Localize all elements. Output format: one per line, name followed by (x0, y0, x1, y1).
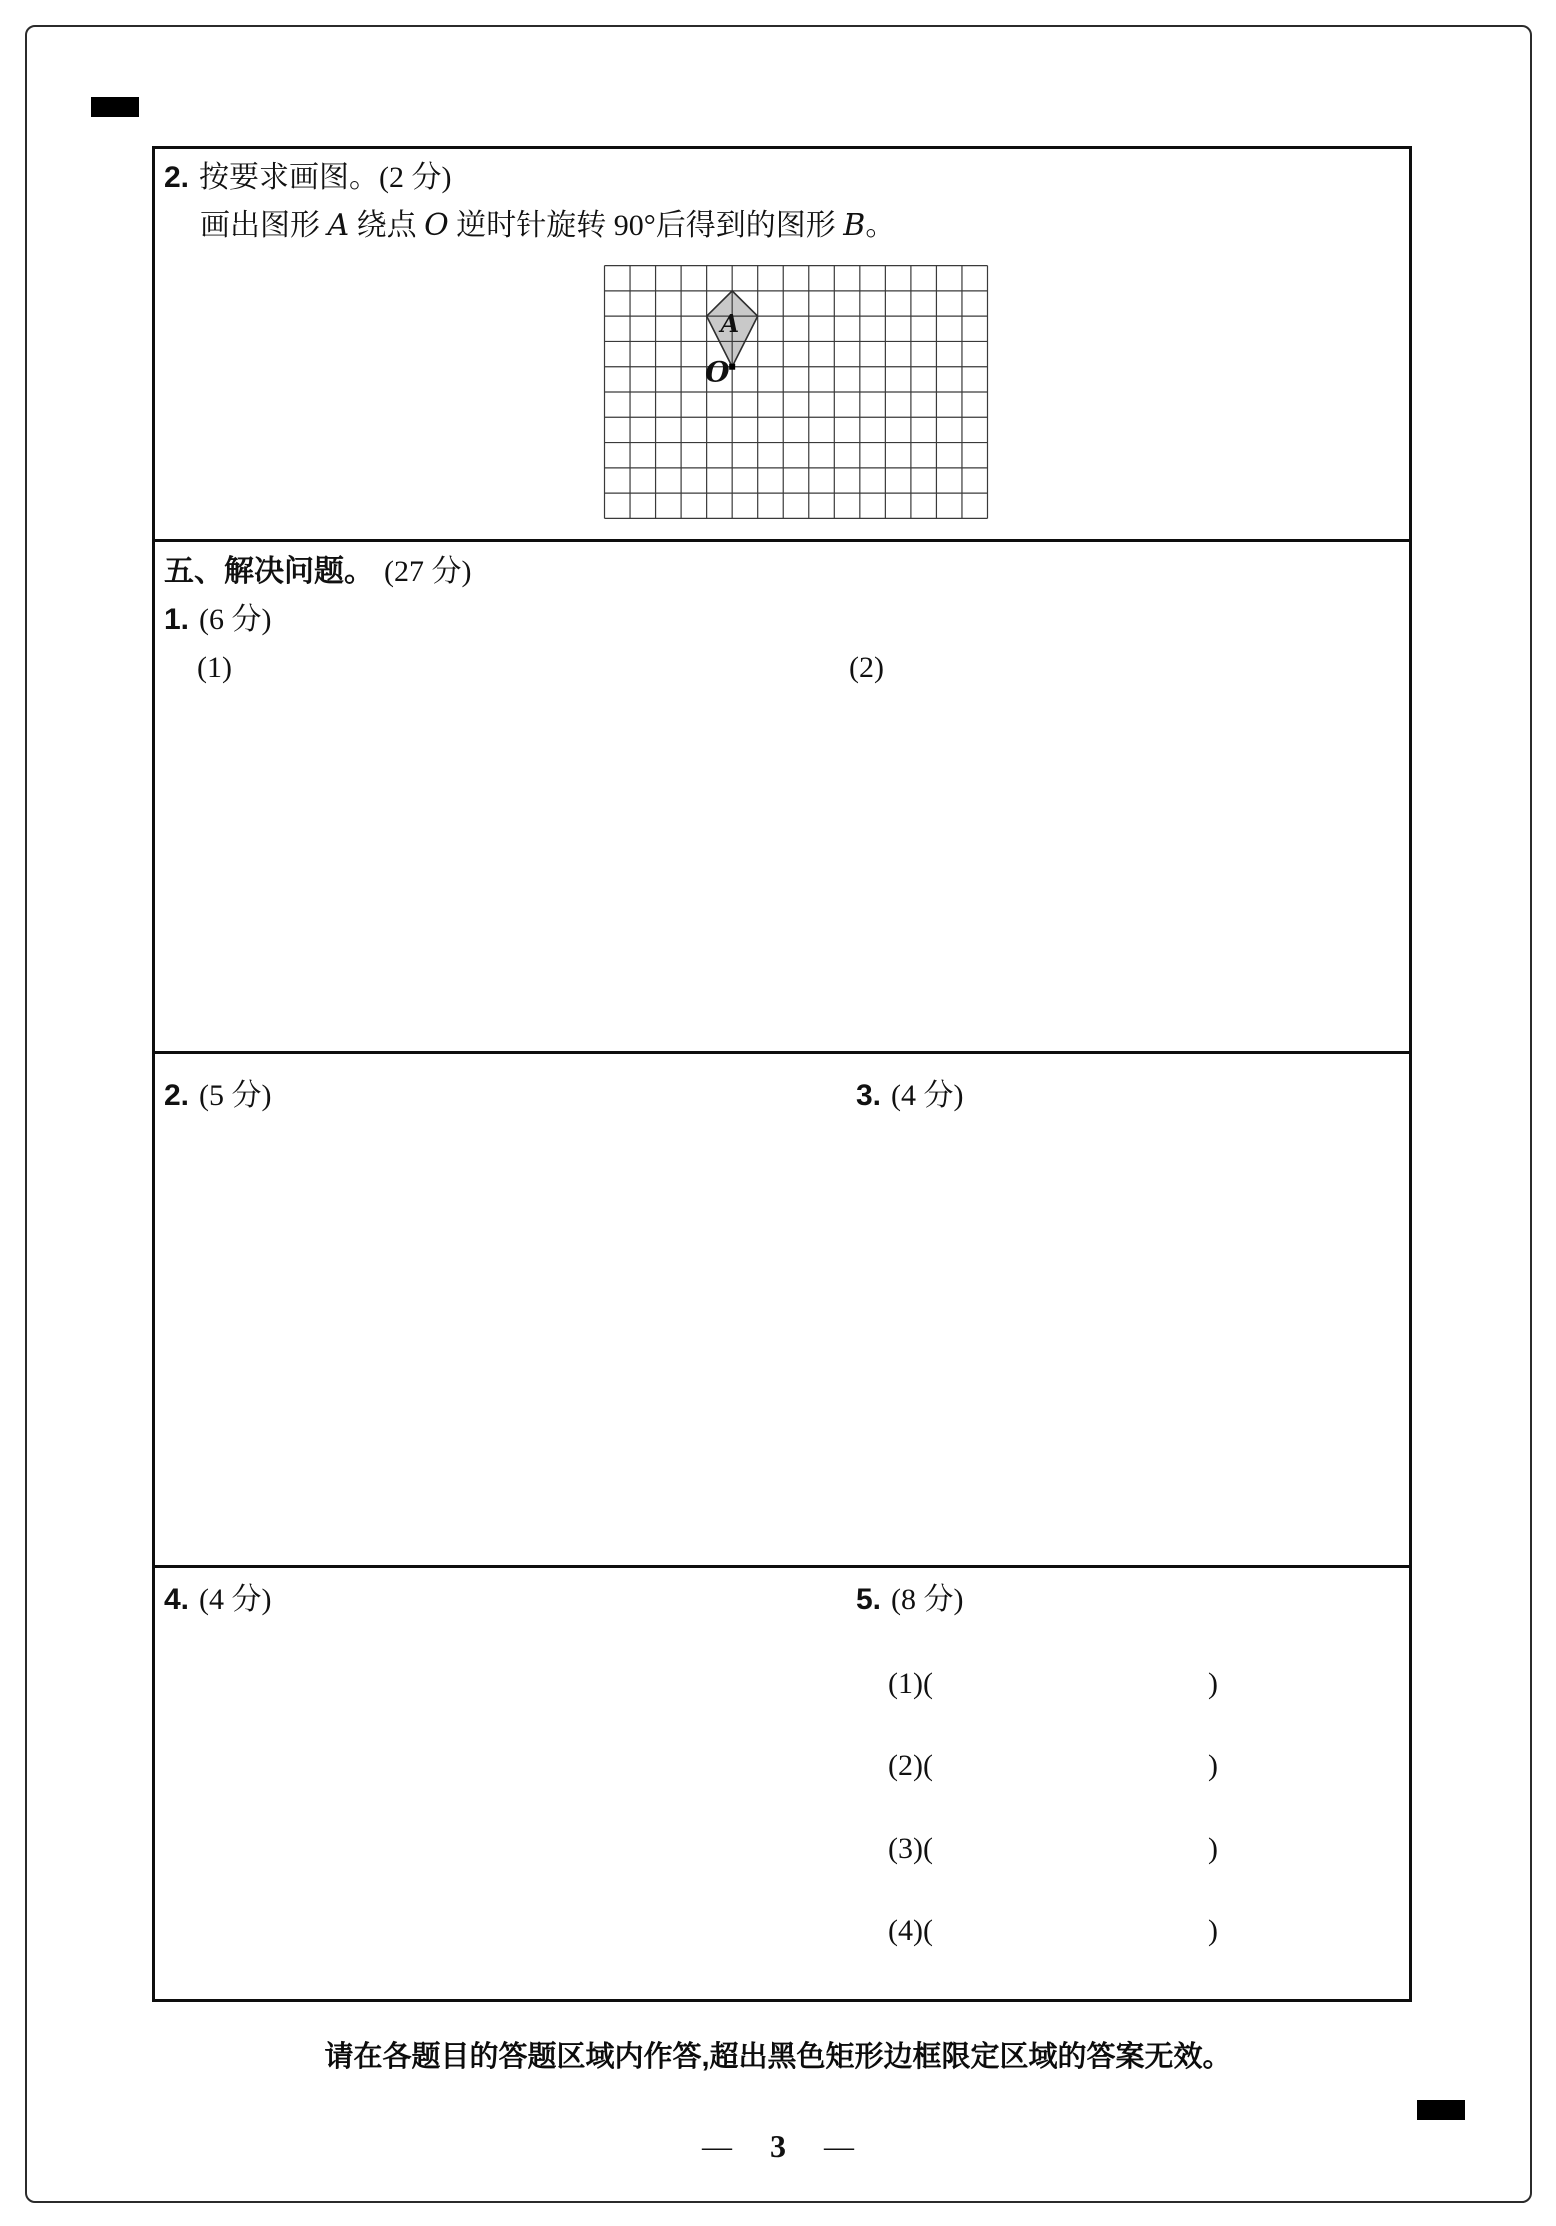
question1-sub1-answer-area[interactable] (155, 700, 845, 1040)
figure-b-label: B (843, 208, 866, 243)
answer-open-paren: (4)( (888, 1914, 933, 1947)
grid-label-o: O (705, 355, 730, 389)
question3-score: (4 分) (891, 1079, 964, 1112)
question2-number: 2. (164, 1079, 190, 1112)
question2-answer-area[interactable] (155, 1130, 845, 1560)
point-o-label: O (424, 208, 449, 243)
question3-header (856, 1078, 964, 1114)
footer-warning-note: 请在各题目的答题区域内作答,超出黑色矩形边框限定区域的答案无效。 (324, 2041, 1232, 2073)
question4-score: (4 分) (199, 1583, 272, 1616)
draw-question-header (164, 160, 452, 196)
question5-answer-row-4[interactable] (888, 1913, 1218, 1949)
answer-open-paren: (1)( (888, 1667, 933, 1700)
figure-a-label: A (327, 208, 350, 243)
grid-label-a: A (720, 308, 740, 338)
question1-number: 1. (164, 603, 190, 636)
draw-question-instruction (200, 208, 895, 244)
question1-sub1-label: (1) (197, 651, 232, 684)
question1-sub2-answer-area[interactable] (845, 700, 1405, 1040)
section-divider-3 (152, 1565, 1409, 1568)
instruction-text: 。 (865, 209, 896, 242)
answer-close-paren: ) (1208, 1667, 1218, 1700)
instruction-text: 画出图形 (200, 209, 328, 242)
draw-question-title: 按要求画图。(2 分) (199, 161, 452, 194)
question4-header (164, 1582, 272, 1618)
draw-question-number: 2. (164, 161, 190, 194)
question2-score: (5 分) (199, 1079, 272, 1112)
section-divider-1 (152, 539, 1409, 542)
question1-score: (6 分) (199, 603, 272, 636)
drawing-grid-svg[interactable] (603, 264, 989, 520)
answer-close-paren: ) (1208, 1914, 1218, 1947)
section5-score: (27 分) (384, 555, 472, 588)
answer-open-paren: (2)( (888, 1749, 933, 1782)
question4-number: 4. (164, 1583, 190, 1616)
answer-close-paren: ) (1208, 1749, 1218, 1782)
question5-number: 5. (856, 1583, 882, 1616)
question3-answer-area[interactable] (845, 1130, 1405, 1560)
question3-number: 3. (856, 1079, 882, 1112)
question5-header (856, 1582, 964, 1618)
print-mark-bottom-right (1417, 2100, 1465, 2120)
question1-header (164, 602, 272, 638)
question1-sub2-label: (2) (849, 651, 884, 684)
section-divider-2 (152, 1051, 1409, 1054)
page-number-dash-left: — (702, 2129, 732, 2163)
answer-close-paren: ) (1208, 1832, 1218, 1865)
instruction-text: 逆时针旋转 90°后得到的图形 (448, 209, 844, 242)
section5-header (164, 554, 471, 590)
question5-answer-row-2[interactable] (888, 1748, 1218, 1784)
answer-open-paren: (3)( (888, 1832, 933, 1865)
question5-answer-row-1[interactable] (888, 1666, 1218, 1702)
instruction-text: 绕点 (349, 209, 425, 242)
print-mark-top-left (91, 97, 139, 117)
page-number: 3 (770, 2128, 786, 2164)
question5-score: (8 分) (891, 1583, 964, 1616)
question4-answer-area[interactable] (155, 1630, 845, 1990)
question2-header (164, 1078, 272, 1114)
section5-title: 五、解决问题。 (164, 555, 374, 588)
question5-answer-row-3[interactable] (888, 1831, 1218, 1867)
page-number-dash-right: — (824, 2129, 854, 2163)
page-number-row (0, 2128, 1556, 2165)
